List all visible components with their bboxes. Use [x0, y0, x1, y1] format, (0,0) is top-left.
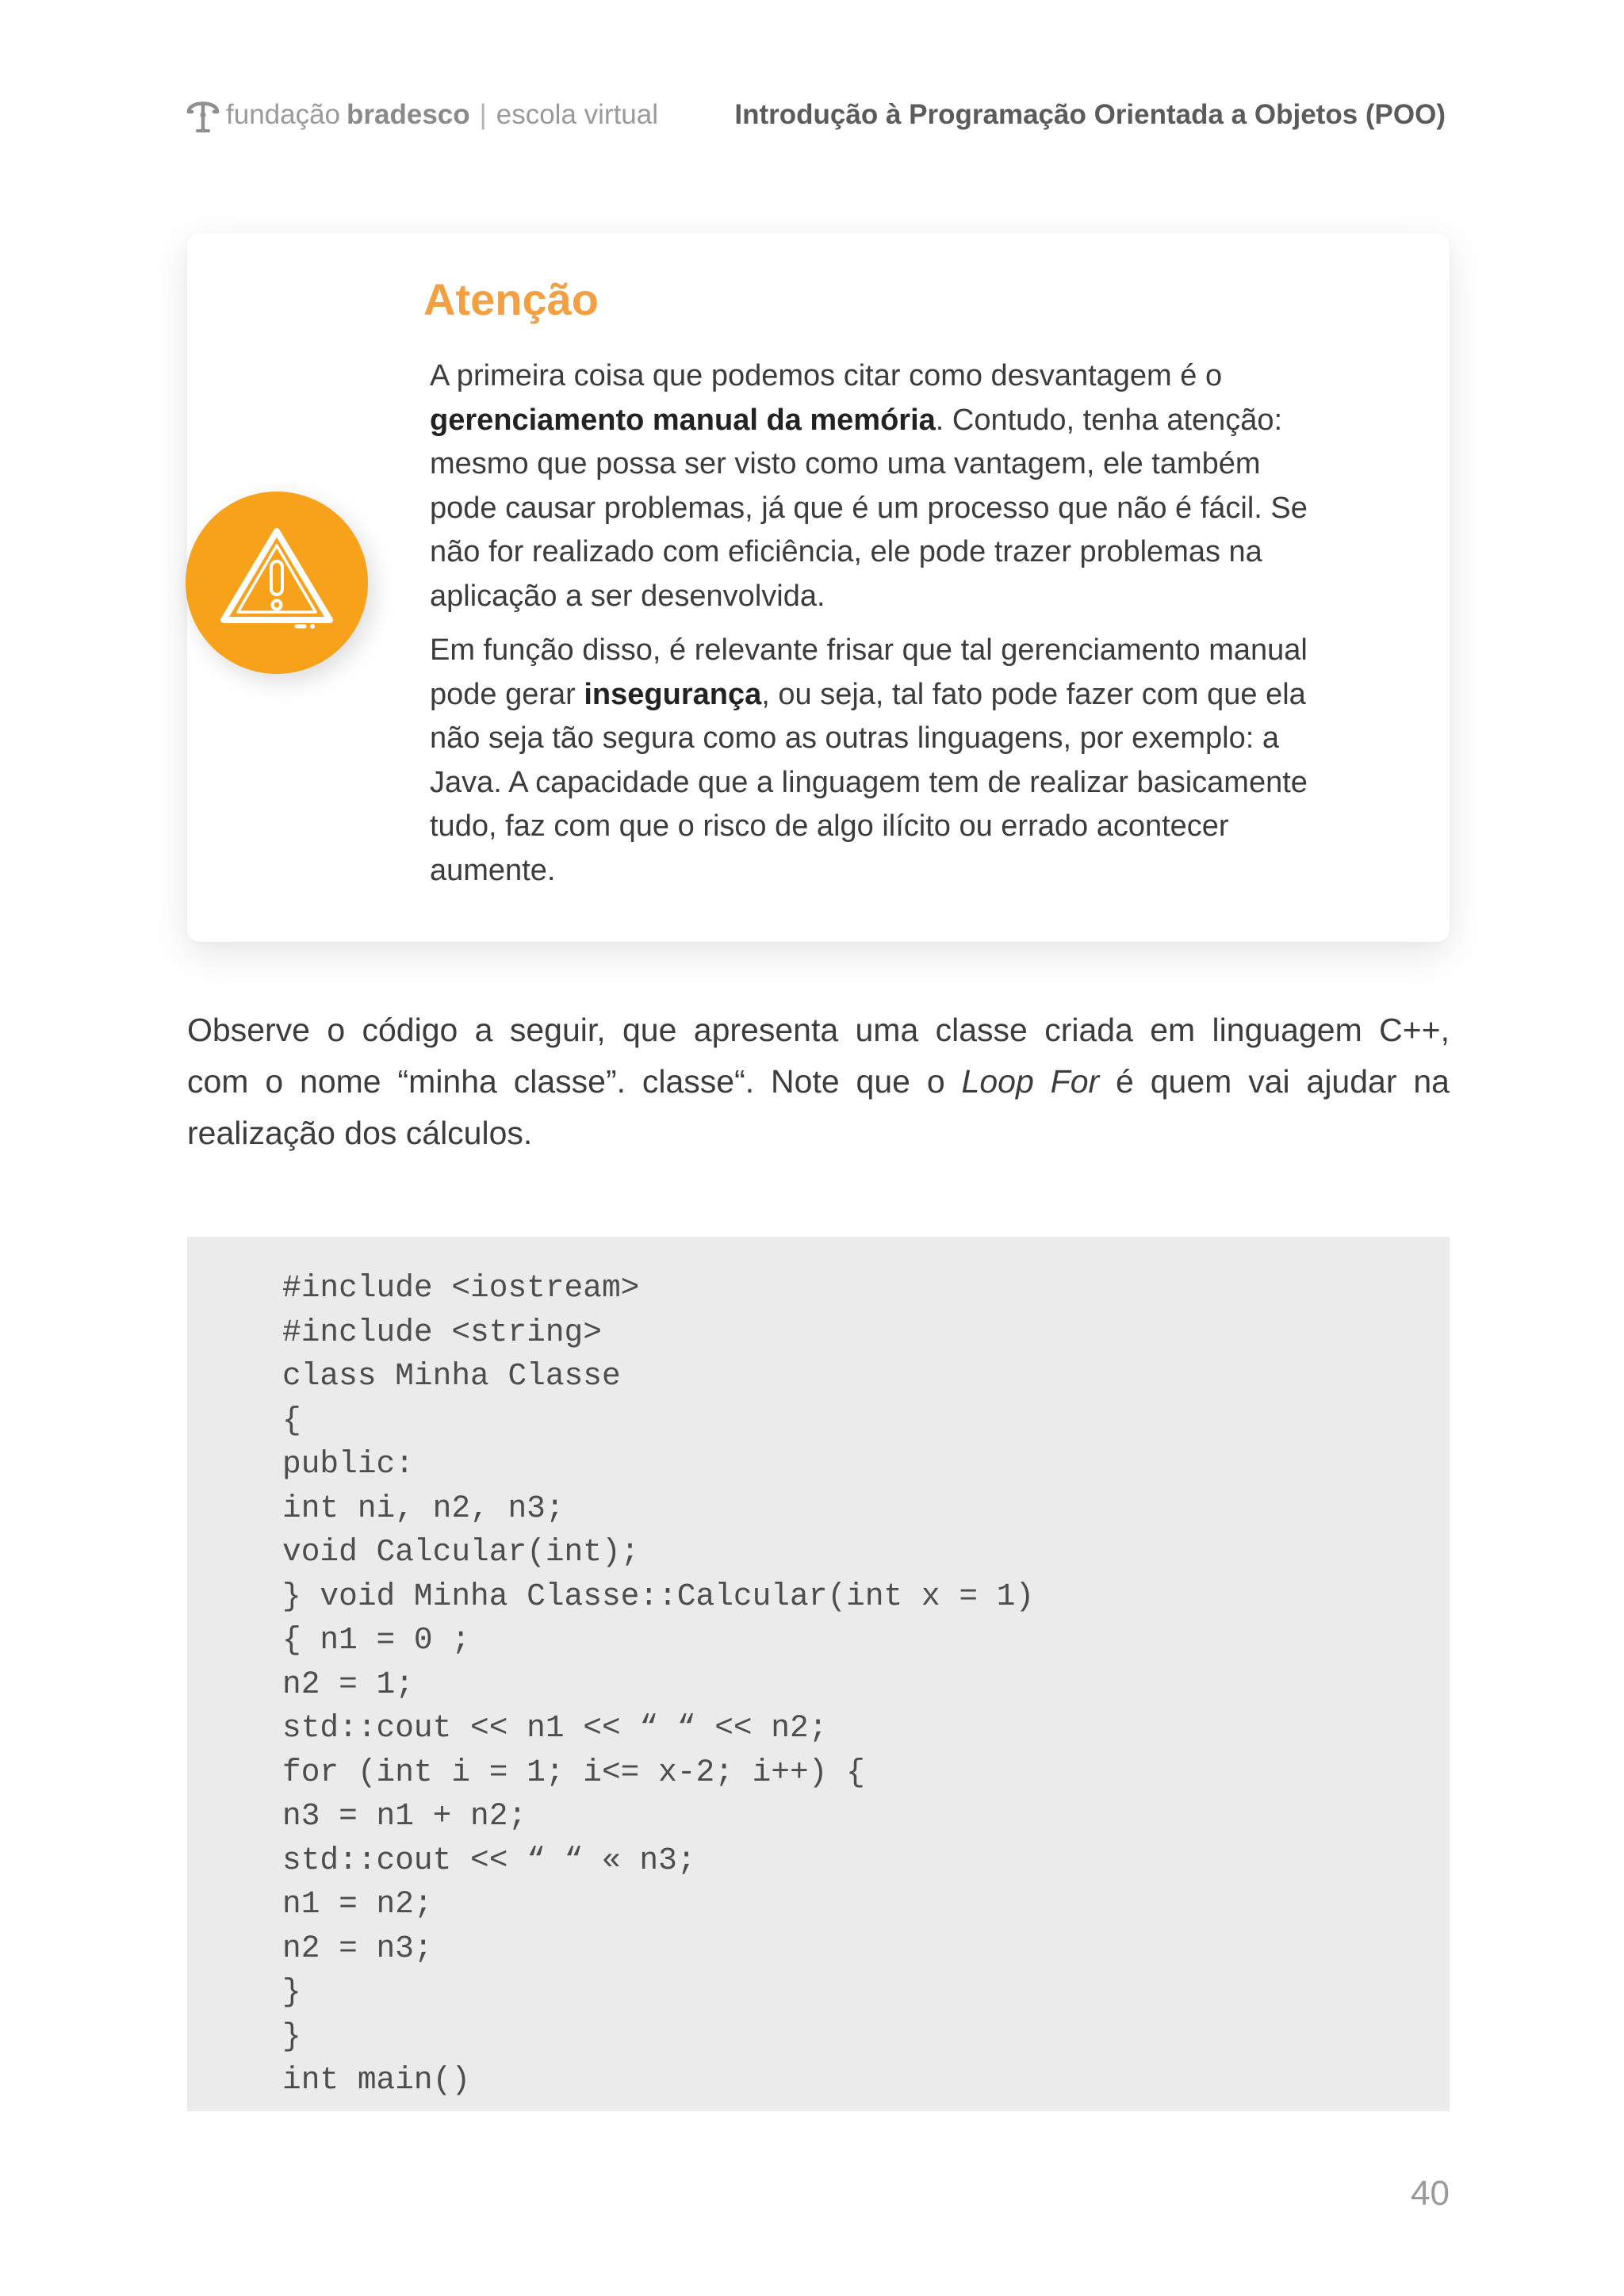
code-line: int ni, n2, n3; [282, 1490, 565, 1526]
text-line: não for realizado com eficiência, ele pode trazer problemas na [430, 535, 1262, 568]
code-line: class Minha Classe [282, 1358, 621, 1394]
text-line: Observe o código a seguir, que apresenta uma classe criada em linguagem C++, [187, 1012, 1450, 1048]
body-paragraph [187, 1004, 1450, 1159]
logo-subtitle: escola virtual [496, 99, 659, 130]
page-number: 40 [1411, 2174, 1450, 2213]
code-line: { [282, 1402, 301, 1438]
bold-text: gerenciamento manual da memória [430, 403, 936, 437]
text-line: Em função disso, é relevante frisar que tal gerenciamento manual [430, 633, 1308, 667]
warning-triangle-icon [186, 492, 368, 674]
text-line: aumente. [430, 853, 556, 887]
text-run: . Contudo, tenha atenção: [935, 403, 1283, 437]
text-run: pode gerar [430, 677, 584, 711]
logo-separator: | [479, 99, 487, 130]
callout-title: Atenção [423, 274, 599, 324]
code-line: void Calcular(int); [282, 1534, 640, 1570]
code-line: #include <string> [282, 1314, 602, 1350]
code-line: std::cout << n1 << “ “ << n2; [282, 1710, 828, 1746]
code-line: for (int i = 1; i<= x-2; i++) { [282, 1754, 865, 1790]
text-line [187, 1056, 1450, 1108]
text-run: , ou seja, tal fato pode fazer com que ela [761, 677, 1306, 711]
code-line: } [282, 1974, 301, 2010]
code-line: n2 = n3; [282, 1930, 433, 1966]
text-line: não seja tão segura como as outras linguagens, por exemplo: a [430, 721, 1279, 755]
code-line: std::cout << “ “ « n3; [282, 1842, 696, 1878]
text-run: com o nome “minha classe”. classe“. Note que o [187, 1063, 962, 1100]
text-run: é quem vai ajudar na [1099, 1063, 1450, 1100]
text-line: mesmo que possa ser visto como uma vantagem, ele também [430, 447, 1261, 480]
callout-paragraph [430, 629, 1421, 893]
code-line: { n1 = 0 ; [282, 1622, 471, 1658]
text-line: tudo, faz com que o risco de algo ilícito ou errado acontecer [430, 809, 1229, 843]
text-line [430, 673, 1421, 718]
text-line: Java. A capacidade que a linguagem tem de realizar basicamente [430, 765, 1308, 799]
code-line: int main() [282, 2062, 471, 2098]
code-line: n3 = n1 + n2; [282, 1798, 527, 1834]
code-line: public: [282, 1446, 414, 1482]
text-line: A primeira coisa que podemos citar como desvantagem é o [430, 359, 1223, 392]
fundacao-bradesco-tree-icon [185, 94, 221, 136]
code-line: n2 = 1; [282, 1666, 414, 1702]
text-line [430, 399, 1421, 443]
code-block [187, 1237, 1450, 2111]
attention-callout-card [187, 233, 1450, 942]
text-line: realização dos cálculos. [187, 1115, 533, 1151]
text-line: pode causar problemas, já que é um processo que não é fácil. Se [430, 491, 1308, 525]
code-line: n1 = n2; [282, 1886, 433, 1922]
logo-brand-name: bradesco [347, 99, 470, 130]
bold-text: insegurança [584, 677, 762, 711]
code-line: #include <iostream> [282, 1270, 640, 1306]
document-title: Introdução à Programação Orientada a Objetos (POO) [734, 99, 1446, 130]
code-line: } [282, 2018, 301, 2054]
logo [185, 89, 658, 141]
italic-text: Loop For [961, 1063, 1100, 1100]
logo-prefix: fundação [226, 99, 341, 130]
callout-paragraph [430, 354, 1421, 618]
code-line: } void Minha Classe::Calcular(int x = 1) [282, 1578, 1035, 1614]
text-line: aplicação a ser desenvolvida. [430, 579, 825, 613]
